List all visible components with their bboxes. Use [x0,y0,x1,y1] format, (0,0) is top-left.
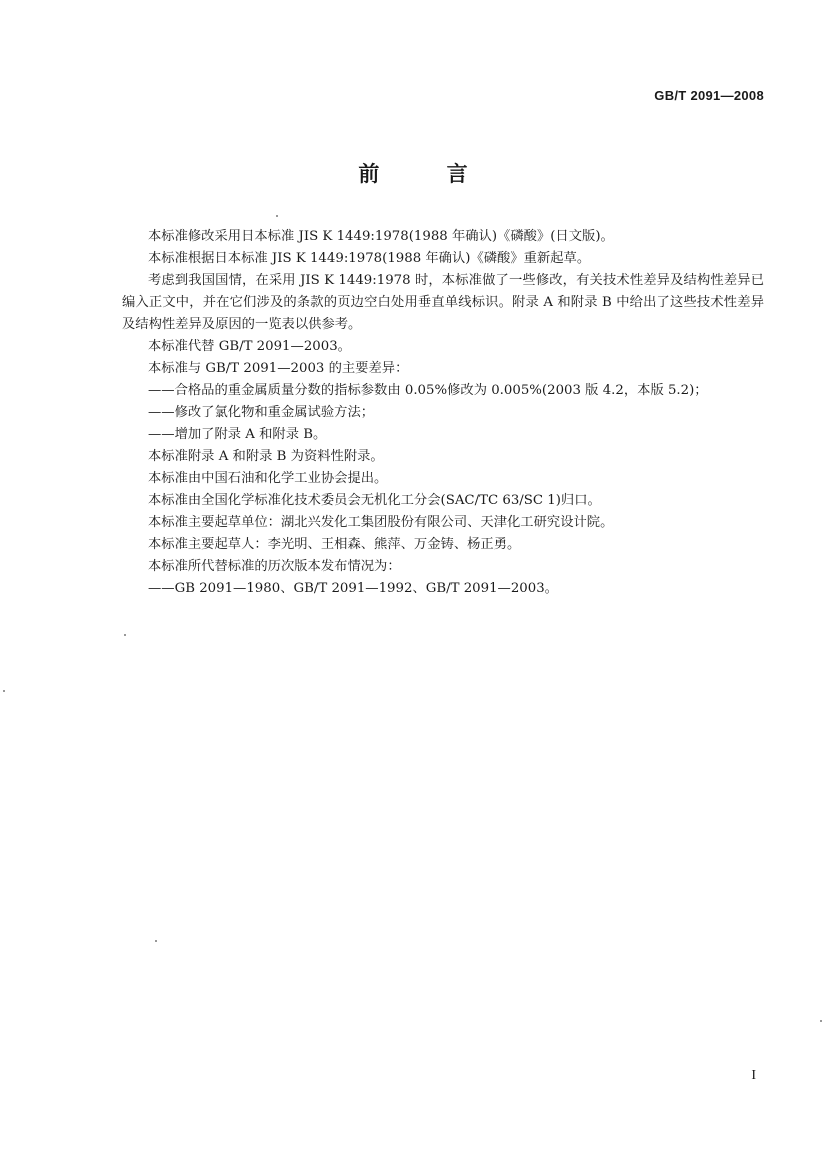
scan-speck [124,634,126,636]
difference-item: ——增加了附录 A 和附录 B。 [148,427,327,442]
paragraph-proposer: 本标准由中国石油和化学工业协会提出。 [148,471,388,486]
paragraph-adoption: 本标准修改采用日本标准 JIS K 1449:1978(1988 年确认)《磷酸》(日文版)。 [148,229,614,244]
scan-speck [820,1020,822,1022]
paragraph-history-intro: 本标准所代替标准的历次版本发布情况为： [148,559,401,574]
document-body [122,226,764,600]
standard-code: GB/T 2091—2008 [654,88,764,103]
difference-item: ——合格品的重金属质量分数的指标参数由 0.05%修改为 0.005%(2003 版 4.2，本版 5.2)； [148,383,708,398]
paragraph-drafting: 本标准根据日本标准 JIS K 1449:1978(1988 年确认)《磷酸》重新起草。 [148,251,591,266]
history-item: ——GB 2091—1980、GB/T 2091—1992、GB/T 2091—2003。 [148,581,558,596]
paragraph-committee: 本标准由全国化学标准化技术委员会无机化工分会(SAC/TC 63/SC 1)归口。 [148,493,601,508]
paragraph-appendix: 本标准附录 A 和附录 B 为资料性附录。 [148,449,384,464]
paragraph-modifications: 考虑到我国国情，在采用 JIS K 1449:1978 时，本标准做了一些修改，有关技术性差异及结构性差异已编入正文中，并在它们涉及的条款的页边空白处用垂直单线标识。附录 A 和附录 B 中给出了这些技术性差异及结构性差异及原因的一览表以供参考。 [122,273,764,332]
page-number: I [751,1068,756,1083]
page-title: 前 言 [358,162,498,186]
paragraph-differences-intro: 本标准与 GB/T 2091—2003 的主要差异： [148,361,409,376]
paragraph-drafters: 本标准主要起草人：李光明、王相森、熊萍、万金铸、杨正勇。 [148,537,521,552]
paragraph-drafting-units: 本标准主要起草单位：湖北兴发化工集团股份有限公司、天津化工研究设计院。 [148,515,614,530]
scan-speck [3,690,5,692]
scan-speck [276,215,278,217]
difference-item: ——修改了氯化物和重金属试验方法； [148,405,375,420]
scan-speck [155,940,157,942]
paragraph-replaces: 本标准代替 GB/T 2091—2003。 [148,339,351,354]
